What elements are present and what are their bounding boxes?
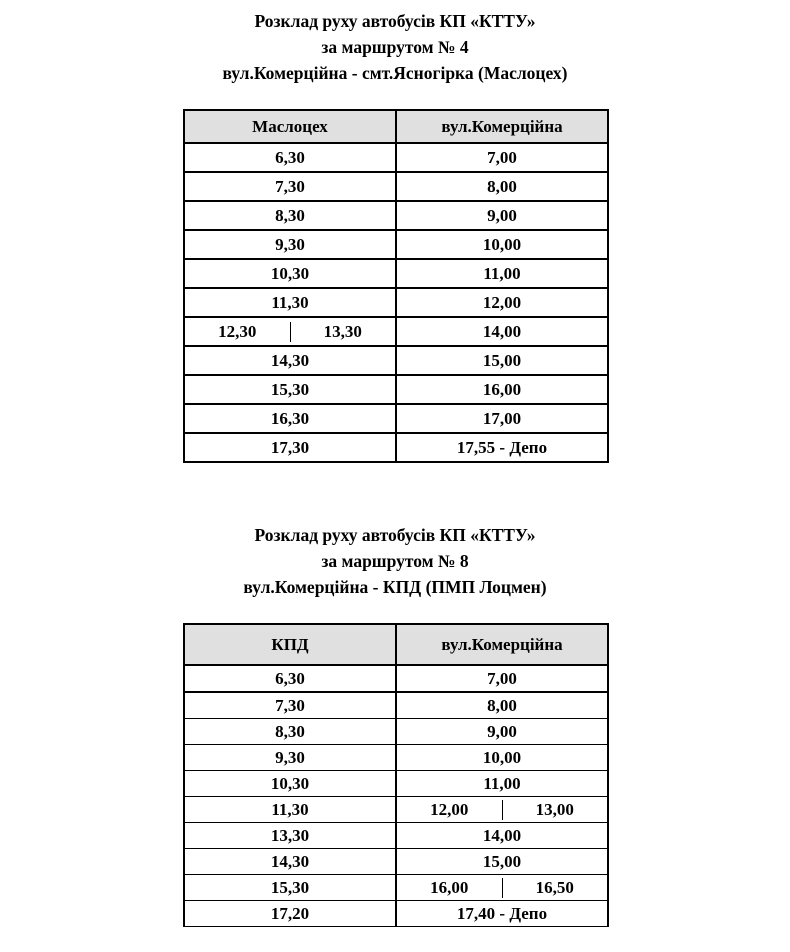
table-row [184,771,608,797]
time-cell-left: 7,30 [184,172,396,201]
header-row [184,110,608,143]
time-cell-right: 17,40 - Депо [396,901,608,927]
time-value: 13,00 [502,800,608,820]
time-cell-right: 15,00 [396,346,608,375]
column-header-left: Маслоцех [184,110,396,143]
table-row [184,143,608,172]
table-row [184,172,608,201]
table-row [184,230,608,259]
time-cell-right: 11,00 [396,259,608,288]
time-cell-left: 17,20 [184,901,396,927]
time-cell-left [184,317,396,346]
table-row [184,745,608,771]
schedule-1-table [183,109,609,463]
time-cell-right: 12,00 [396,288,608,317]
time-cell-right: 7,00 [396,143,608,172]
time-cell-left: 8,30 [184,719,396,745]
split-time-cell [185,318,395,345]
time-cell-left: 10,30 [184,771,396,797]
title-line: за маршрутом № 4 [321,37,469,57]
schedule-2-title [0,522,790,600]
column-header-right: вул.Комерційна [396,110,608,143]
time-cell-right: 10,00 [396,230,608,259]
time-cell-left: 9,30 [184,230,396,259]
split-time-cell [397,797,607,822]
table-row [184,433,608,462]
column-header-left: КПД [184,624,396,665]
table-row [184,901,608,927]
time-cell-left: 15,30 [184,875,396,901]
time-cell-left: 7,30 [184,692,396,719]
time-cell-right: 8,00 [396,172,608,201]
table-row [184,719,608,745]
time-cell-left: 13,30 [184,823,396,849]
table-row [184,875,608,901]
time-cell-right: 9,00 [396,719,608,745]
title-line: Розклад руху автобусів КП «КТТУ» [254,525,536,545]
table-row [184,317,608,346]
time-cell-right: 14,00 [396,823,608,849]
table-row [184,823,608,849]
time-value: 16,50 [502,878,608,898]
time-cell-left: 11,30 [184,288,396,317]
time-cell-right: 7,00 [396,665,608,692]
table-row [184,404,608,433]
time-cell-right [396,875,608,901]
title-line: за маршрутом № 8 [321,551,469,571]
table-row [184,797,608,823]
table-row [184,665,608,692]
time-cell-left: 14,30 [184,346,396,375]
time-value: 16,00 [430,877,469,897]
table-row [184,288,608,317]
title-line: Розклад руху автобусів КП «КТТУ» [254,11,536,31]
time-cell-left: 14,30 [184,849,396,875]
time-cell-left: 16,30 [184,404,396,433]
time-value: 12,00 [430,799,469,819]
time-cell-left: 6,30 [184,665,396,692]
split-time-cell [397,875,607,900]
time-cell-right: 15,00 [396,849,608,875]
time-cell-right: 8,00 [396,692,608,719]
table-row [184,375,608,404]
time-cell-left: 9,30 [184,745,396,771]
time-cell-right: 11,00 [396,771,608,797]
title-line: вул.Комерційна - КПД (ПМП Лоцмен) [243,577,547,597]
table-row [184,692,608,719]
time-cell-left: 8,30 [184,201,396,230]
column-header-right: вул.Комерційна [396,624,608,665]
time-cell-right: 17,55 - Депо [396,433,608,462]
time-cell-right: 10,00 [396,745,608,771]
header-row [184,624,608,665]
time-cell-left: 15,30 [184,375,396,404]
time-cell-right: 14,00 [396,317,608,346]
schedule-1-title [0,8,790,86]
time-value: 12,30 [218,321,257,341]
time-cell-right [396,797,608,823]
time-value: 13,30 [290,322,396,342]
time-cell-right: 16,00 [396,375,608,404]
table-row [184,201,608,230]
title-line: вул.Комерційна - смт.Ясногірка (Маслоцех) [222,63,568,83]
time-cell-right: 17,00 [396,404,608,433]
time-cell-left: 11,30 [184,797,396,823]
time-cell-right: 9,00 [396,201,608,230]
table-row [184,346,608,375]
time-cell-left: 10,30 [184,259,396,288]
table-row [184,849,608,875]
table-row [184,259,608,288]
time-cell-left: 17,30 [184,433,396,462]
time-cell-left: 6,30 [184,143,396,172]
schedule-2-table [183,623,609,927]
